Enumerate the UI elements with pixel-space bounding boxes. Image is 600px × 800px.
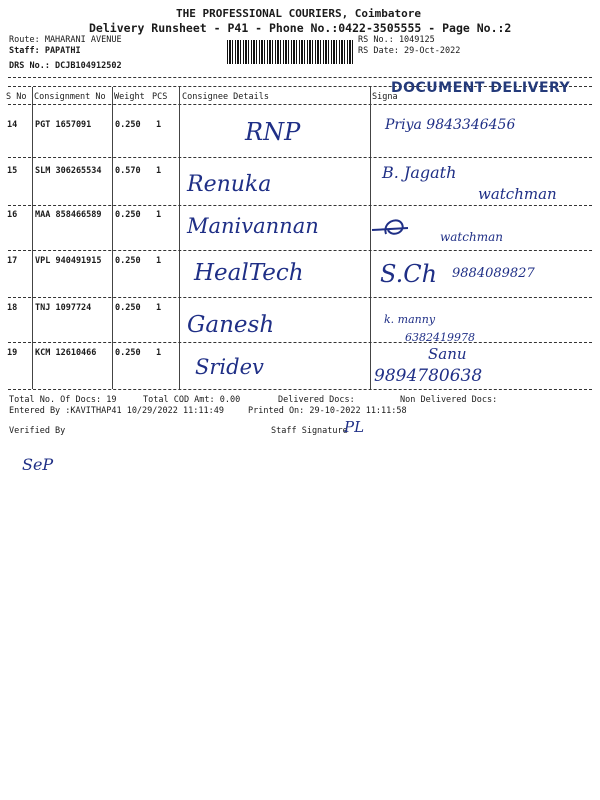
row-consignment: VPL 940491915 <box>35 256 102 266</box>
signature-handwriting-note: 6382419978 <box>405 331 475 344</box>
divider <box>8 205 592 206</box>
printed-on: Printed On: 29-10-2022 11:11:58 <box>248 406 407 416</box>
row-weight: 0.250 <box>115 210 141 220</box>
col-header-signature: Signa <box>372 92 398 102</box>
row-pcs: 1 <box>156 303 162 313</box>
runsheet-title: Delivery Runsheet - P41 - Phone No.:0422-3505555 - Page No.:2 <box>89 21 512 35</box>
verified-by-label: Verified By <box>9 426 66 436</box>
row-consignment: MAA 858466589 <box>35 210 102 220</box>
consignee-handwriting: Sridev <box>195 355 264 379</box>
signature-handwriting: Priya 9843346456 <box>385 117 516 133</box>
col-header-consignment: Consignment No <box>34 92 106 102</box>
row-pcs: 1 <box>156 256 162 266</box>
consignee-handwriting: RNP <box>245 118 301 146</box>
row-consignment: SLM 306265534 <box>35 166 102 176</box>
column-line <box>32 87 33 389</box>
signature-scribble <box>368 212 418 242</box>
signature-handwriting: Sanu <box>428 345 467 363</box>
row-sno: 15 <box>7 166 18 176</box>
row-consignment: PGT 1657091 <box>35 120 92 130</box>
total-docs: Total No. Of Docs: 19 <box>9 395 117 405</box>
row-sno: 17 <box>7 256 18 266</box>
row-sno: 16 <box>7 210 18 220</box>
consignee-handwriting: Renuka <box>187 172 272 197</box>
row-consignment: TNJ 1097724 <box>35 303 92 313</box>
consignee-handwriting: Manivannan <box>187 214 319 238</box>
signature-handwriting: B. Jagath <box>382 163 457 182</box>
row-weight: 0.250 <box>115 120 141 130</box>
divider <box>8 342 592 343</box>
row-pcs: 1 <box>156 120 162 130</box>
signature-handwriting-note: 9894780638 <box>374 366 483 386</box>
staff-signature-handwriting: PL <box>344 418 365 436</box>
row-weight: 0.250 <box>115 256 141 266</box>
divider <box>8 297 592 298</box>
row-weight: 0.250 <box>115 303 141 313</box>
col-header-consignee: Consignee Details <box>182 92 269 102</box>
row-weight: 0.250 <box>115 348 141 358</box>
column-line <box>112 87 113 389</box>
divider <box>8 104 592 105</box>
delivered-docs: Delivered Docs: <box>278 395 355 405</box>
row-sno: 14 <box>7 120 18 130</box>
consignee-handwriting: Ganesh <box>187 312 275 338</box>
rs-date: RS Date: 29-Oct-2022 <box>358 46 461 56</box>
staff-signature-label: Staff Signature <box>271 426 348 436</box>
barcode <box>227 40 353 64</box>
verified-signature-handwriting: SeP <box>22 455 54 474</box>
signature-handwriting-note: 9884089827 <box>452 266 535 281</box>
route-label: Route: MAHARANI AVENUE <box>9 35 122 45</box>
signature-handwriting-note: watchman <box>478 185 557 203</box>
signature-handwriting: watchman <box>440 230 503 244</box>
entered-by: Entered By :KAVITHAP41 10/29/2022 11:11:49 <box>9 406 224 416</box>
signature-handwriting: S.Ch <box>380 260 438 288</box>
row-pcs: 1 <box>156 166 162 176</box>
divider <box>8 389 592 390</box>
non-delivered-docs: Non Delivered Docs: <box>400 395 498 405</box>
col-header-sno: S No <box>6 92 27 102</box>
signature-handwriting: k. manny <box>384 313 436 326</box>
divider <box>8 250 592 251</box>
row-pcs: 1 <box>156 210 162 220</box>
row-weight: 0.570 <box>115 166 141 176</box>
drs-number: DRS No.: DCJB104912502 <box>9 61 122 71</box>
total-cod: Total COD Amt: 0.00 <box>143 395 241 405</box>
col-header-pcs: PCS <box>152 92 168 102</box>
row-sno: 19 <box>7 348 18 358</box>
column-line <box>179 87 180 389</box>
staff-label: Staff: PAPATHI <box>9 46 81 56</box>
divider <box>8 77 592 78</box>
rs-number: RS No.: 1049125 <box>358 35 435 45</box>
row-consignment: KCM 12610466 <box>35 348 97 358</box>
col-header-weight: Weight <box>114 92 145 102</box>
divider <box>8 157 592 158</box>
document-delivery-stamp: DOCUMENT DELIVERY <box>391 80 571 96</box>
consignee-handwriting: HealTech <box>194 260 304 286</box>
company-name: THE PROFESSIONAL COURIERS, Coimbatore <box>176 7 422 20</box>
row-sno: 18 <box>7 303 18 313</box>
row-pcs: 1 <box>156 348 162 358</box>
